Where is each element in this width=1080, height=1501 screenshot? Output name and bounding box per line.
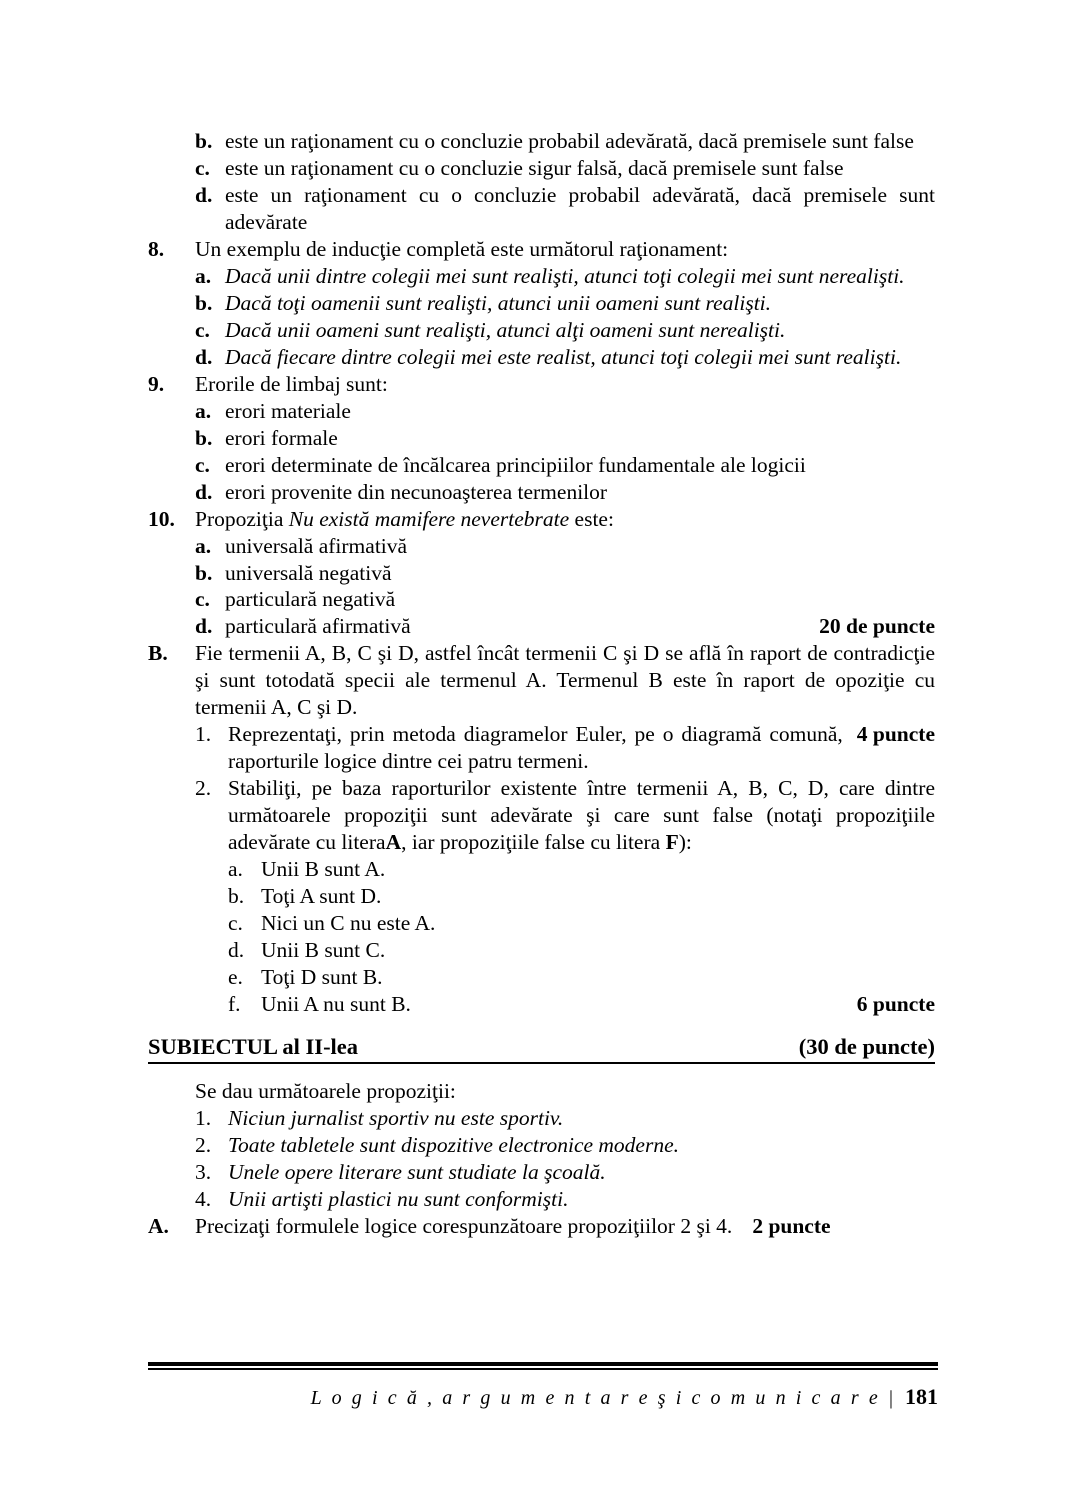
answer-label: particulară afirmativă [225,614,411,639]
list-item [148,560,935,587]
answer-marker: d. [195,479,213,504]
points-value: 2 puncte [752,1214,831,1239]
proposition-text: Unele opere literare sunt studiate la şcoală. [228,1160,606,1185]
answer-text: este un raţionament cu o concluzie probabil adevărată, dacă premisele sunt false [225,129,914,153]
list-item [148,775,935,856]
proposition-text [261,991,935,1018]
footer-book-title: L o g i c ă , a r g u m e n t a r e ş i c o m u n i c a r e | [310,1386,896,1409]
question-stem: Erorile de limbaj sunt: [195,371,388,396]
task-text [195,1213,935,1240]
list-item [148,991,935,1018]
answer-text [225,613,935,640]
subitem-text [228,775,935,856]
list-item [148,1186,935,1213]
answer-marker: a. [195,398,212,423]
answer-text: erori determinate de încălcarea principiilor fundamentale ale logicii [225,452,806,477]
literal-a: A [385,830,402,855]
subitem-label: Reprezentaţi, prin metoda diagramelor Euler, pe o diagramă comună, raporturile logice dintre cei patru termeni. [228,722,843,774]
points-value: 20 de puncte [819,614,935,639]
part-b [148,640,935,721]
subitem-marker: 1. [195,722,212,747]
list-item [148,155,935,182]
answer-marker: d. [195,344,213,369]
proposition-text: Unii B sunt A. [261,857,386,882]
task-marker: A. [148,1214,169,1239]
section-header-subiectul-2 [148,1032,935,1064]
list-item [148,1132,935,1159]
subitem-marker: 2. [195,776,212,801]
question-number: 9. [148,371,165,396]
list-item [148,910,935,937]
answer-text: universală afirmativă [225,533,408,558]
answer-text: universală negativă [225,560,392,585]
subitem-text-part2: , iar propoziţiile false cu litera [401,830,661,855]
list-item [148,398,935,425]
proposition-marker: f. [228,992,241,1016]
question-stem: Un exemplu de inducţie completă este următorul raţionament: [195,236,729,261]
question-number: 8. [148,236,165,261]
proposition-text: Toţi D sunt B. [261,965,383,990]
footer-text [148,1384,938,1410]
list-item [148,182,935,236]
subitem-text-part3: ): [678,830,692,855]
proposition-text: Nici un C nu este A. [261,911,436,936]
list-item [148,1105,935,1132]
answer-marker: c. [195,587,210,612]
proposition-text: Toţi A sunt D. [261,884,382,909]
proposition-text: Toate tabletele sunt dispozitive electronice moderne. [228,1133,680,1158]
proposition-marker: 3. [195,1160,212,1185]
proposition-marker: 4. [195,1187,212,1212]
list-item [148,317,935,344]
answer-marker: b. [195,129,213,153]
literal-f: F [665,830,679,855]
part-marker: B. [148,641,168,666]
answer-marker: a. [195,263,212,288]
answer-text: Dacă unii oameni sunt realişti, atunci alţi oameni sunt nerealişti. [225,317,786,342]
answer-text: Dacă fiecare dintre colegii mei este realist, atunci toţi colegii mei sunt realişti. [225,344,902,369]
list-item [148,856,935,883]
subject-two-lead: Se dau următoarele propoziţii: [195,1079,456,1104]
part-b-intro: Fie termenii A, B, C şi D, astfel încât termenii C şi D se află în raport de contradicţie şi sunt totodată specii ale termenul A. Termenul B este în raport de opoziţie cu termenii A, C şi D. [195,641,935,720]
list-item [148,883,935,910]
answer-marker: c. [195,155,210,180]
stem-italic-proposition: Nu există mamifere nevertebrate [288,506,570,531]
answer-text: Dacă toţi oamenii sunt realişti, atunci unii oameni sunt realişti. [225,290,772,315]
list-item [148,263,935,290]
list-item [148,425,935,452]
proposition-marker: a. [228,857,243,882]
answer-marker: c. [195,317,210,342]
answer-text: erori provenite din necunoaşterea termenilor [225,479,608,504]
list-item [148,721,935,775]
proposition-marker: b. [228,884,245,909]
list-item [148,613,935,640]
answer-text: Dacă unii dintre colegii mei sunt realişti, atunci toţi colegii mei sunt nerealişti. [225,263,905,288]
question-number: 10. [148,506,175,531]
section-points: (30 de puncte) [798,1033,935,1059]
page-content [148,128,935,1240]
answer-text: erori formale [225,425,338,450]
answer-marker: b. [195,425,213,450]
list-item [148,964,935,991]
answer-text: este un raţionament cu o concluzie probabil adevărată, dacă premisele sunt adevărate [225,182,935,234]
section-title: SUBIECTUL al II-lea [148,1033,359,1059]
proposition-marker: 2. [195,1133,212,1158]
proposition-marker: d. [228,938,245,963]
answer-marker: c. [195,452,210,477]
question-10 [148,506,935,533]
list-item [148,128,935,155]
task-label: Precizaţi formulele logice corespunzătoare propoziţiilor 2 şi 4. [195,1214,733,1239]
subitem-text-part1: Stabiliţi, pe baza raporturilor existente între termenii A, B, C, D, care dintre următoarele propoziţii sunt adevărate şi care sunt false (notaţi propoziţiile adevărate cu litera [228,776,935,855]
list-item [148,452,935,479]
subitem-text [228,721,935,775]
answer-marker: a. [195,533,212,558]
list-item [148,937,935,964]
answer-marker: d. [195,614,213,639]
list-item [148,290,935,317]
page-footer [148,1362,938,1410]
footer-rule-thin [148,1368,938,1370]
proposition-text: Unii artişti plastici nu sunt conformişti. [228,1187,569,1212]
answer-marker: b. [195,560,213,585]
points-value: 6 puncte [856,992,935,1016]
question-stem [195,506,935,533]
points-value: 4 puncte [856,722,935,747]
stem-suffix: este: [574,506,614,531]
list-item [148,533,935,560]
page-number: 181 [905,1383,938,1409]
proposition-text: Unii B sunt C. [261,938,386,963]
list-item [148,1159,935,1186]
proposition-text: Niciun jurnalist sportiv nu este sportiv. [228,1106,564,1131]
proposition-marker: e. [228,965,243,990]
list-item [148,344,935,371]
task-a [148,1213,935,1240]
question-9 [148,371,935,398]
list-item [148,586,935,613]
stem-prefix: Propoziţia [195,506,284,531]
answer-text: este un raţionament cu o concluzie sigur falsă, dacă premisele sunt false [225,155,844,180]
list-item [148,479,935,506]
answer-text: particulară negativă [225,587,396,612]
question-8 [148,236,935,263]
answer-marker: d. [195,182,213,207]
answer-marker: b. [195,290,213,315]
answer-text: erori materiale [225,398,351,423]
proposition-label: Unii A nu sunt B. [261,992,411,1016]
proposition-marker: c. [228,911,243,936]
proposition-marker: 1. [195,1106,212,1131]
